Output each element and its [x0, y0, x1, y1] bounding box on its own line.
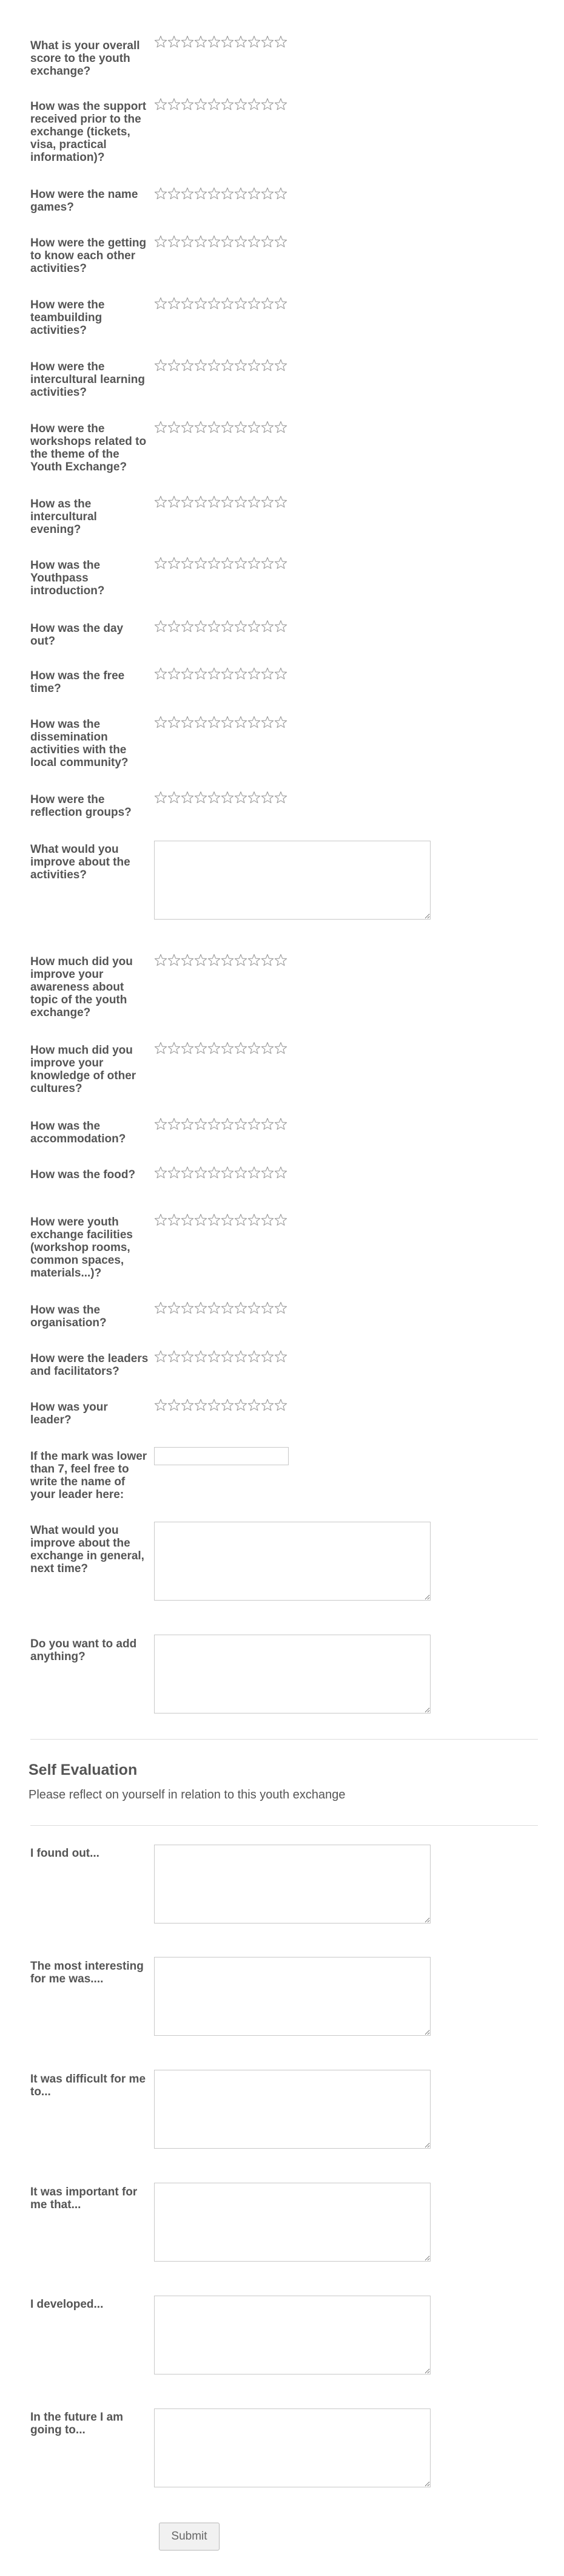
- star-icon[interactable]: [221, 791, 234, 804]
- star-icon[interactable]: [167, 557, 181, 570]
- star-icon[interactable]: [274, 1398, 287, 1412]
- add-anything-textarea[interactable]: [154, 1635, 431, 1713]
- star-icon[interactable]: [234, 1042, 247, 1055]
- star-icon[interactable]: [181, 1301, 194, 1315]
- star-icon[interactable]: [207, 557, 221, 570]
- star-icon[interactable]: [234, 557, 247, 570]
- rating-dissemination[interactable]: [154, 716, 287, 729]
- star-icon[interactable]: [274, 359, 287, 372]
- star-icon[interactable]: [221, 557, 234, 570]
- question-add-anything: Do you want to add anything?: [30, 1638, 137, 1663]
- star-icon[interactable]: [207, 1398, 221, 1412]
- star-icon[interactable]: [154, 716, 167, 729]
- star-icon[interactable]: [221, 1117, 234, 1131]
- star-icon[interactable]: [194, 954, 207, 967]
- star-icon[interactable]: [234, 667, 247, 680]
- rating-intercultural-evening[interactable]: [154, 495, 287, 509]
- star-icon[interactable]: [261, 1213, 274, 1227]
- star-icon[interactable]: [154, 495, 167, 509]
- star-icon[interactable]: [261, 297, 274, 310]
- star-icon[interactable]: [194, 495, 207, 509]
- star-icon[interactable]: [221, 495, 234, 509]
- rating-name-games[interactable]: [154, 187, 287, 200]
- star-icon[interactable]: [274, 187, 287, 200]
- question-getting-to-know: How were the getting to know each other activities?: [30, 237, 147, 275]
- difficult-textarea[interactable]: [154, 2070, 431, 2149]
- question-workshops-theme: How were the workshops related to the theme of the Youth Exchange?: [30, 422, 147, 473]
- star-icon[interactable]: [274, 421, 287, 434]
- future-textarea[interactable]: [154, 2408, 431, 2487]
- star-icon[interactable]: [207, 1166, 221, 1179]
- star-icon[interactable]: [247, 954, 261, 967]
- question-organisation: How was the organisation?: [30, 1304, 107, 1329]
- found-out-textarea[interactable]: [154, 1845, 431, 1924]
- star-icon[interactable]: [234, 1117, 247, 1131]
- star-icon[interactable]: [167, 421, 181, 434]
- star-icon[interactable]: [207, 98, 221, 111]
- star-icon[interactable]: [194, 359, 207, 372]
- rating-day-out[interactable]: [154, 620, 287, 633]
- star-icon[interactable]: [274, 35, 287, 49]
- star-icon[interactable]: [234, 716, 247, 729]
- star-icon[interactable]: [247, 421, 261, 434]
- question-name-games: How were the name games?: [30, 188, 138, 214]
- rating-getting-to-know[interactable]: [154, 235, 287, 248]
- star-icon[interactable]: [234, 1350, 247, 1363]
- question-free-time: How was the free time?: [30, 669, 125, 695]
- star-icon[interactable]: [207, 620, 221, 633]
- rating-awareness-topic[interactable]: [154, 954, 287, 967]
- rating-youthpass[interactable]: [154, 557, 287, 570]
- star-icon[interactable]: [207, 35, 221, 49]
- star-icon[interactable]: [167, 1166, 181, 1179]
- star-icon[interactable]: [221, 297, 234, 310]
- star-icon[interactable]: [274, 716, 287, 729]
- star-icon[interactable]: [181, 35, 194, 49]
- star-icon[interactable]: [181, 791, 194, 804]
- star-icon[interactable]: [181, 495, 194, 509]
- star-icon[interactable]: [194, 667, 207, 680]
- star-icon[interactable]: [181, 954, 194, 967]
- section-subtitle: Please reflect on yourself in relation to this youth exchange: [29, 1788, 346, 1802]
- star-icon[interactable]: [154, 235, 167, 248]
- question-overall-score: What is your overall score to the youth exchange?: [30, 39, 140, 78]
- star-icon[interactable]: [181, 98, 194, 111]
- star-icon[interactable]: [207, 1301, 221, 1315]
- star-icon[interactable]: [274, 98, 287, 111]
- star-icon[interactable]: [167, 1042, 181, 1055]
- star-icon[interactable]: [234, 359, 247, 372]
- star-icon[interactable]: [194, 1166, 207, 1179]
- star-icon[interactable]: [234, 1301, 247, 1315]
- important-textarea[interactable]: [154, 2183, 431, 2262]
- star-icon[interactable]: [181, 1350, 194, 1363]
- star-icon[interactable]: [207, 297, 221, 310]
- star-icon[interactable]: [247, 791, 261, 804]
- question-found-out: I found out...: [30, 1847, 99, 1860]
- improve-general-textarea[interactable]: [154, 1522, 431, 1601]
- star-icon[interactable]: [221, 359, 234, 372]
- star-icon[interactable]: [194, 1301, 207, 1315]
- star-icon[interactable]: [154, 1117, 167, 1131]
- star-icon[interactable]: [261, 359, 274, 372]
- star-icon[interactable]: [207, 1213, 221, 1227]
- star-icon[interactable]: [247, 1213, 261, 1227]
- star-icon[interactable]: [234, 421, 247, 434]
- question-teambuilding: How were the teambuilding activities?: [30, 299, 105, 337]
- question-future: In the future I am going to...: [30, 2411, 124, 2436]
- rating-teambuilding[interactable]: [154, 297, 287, 310]
- rating-reflection-groups[interactable]: [154, 791, 287, 804]
- star-icon[interactable]: [274, 235, 287, 248]
- star-icon[interactable]: [234, 98, 247, 111]
- star-icon[interactable]: [154, 1042, 167, 1055]
- question-reflection-groups: How were the reflection groups?: [30, 793, 132, 819]
- star-icon[interactable]: [261, 421, 274, 434]
- star-icon[interactable]: [207, 1350, 221, 1363]
- star-icon[interactable]: [207, 791, 221, 804]
- star-icon[interactable]: [274, 557, 287, 570]
- star-icon[interactable]: [221, 187, 234, 200]
- star-icon[interactable]: [207, 235, 221, 248]
- star-icon[interactable]: [194, 716, 207, 729]
- star-icon[interactable]: [221, 1166, 234, 1179]
- star-icon[interactable]: [247, 716, 261, 729]
- star-icon[interactable]: [154, 359, 167, 372]
- star-icon[interactable]: [274, 1042, 287, 1055]
- star-icon[interactable]: [221, 1042, 234, 1055]
- star-icon[interactable]: [221, 35, 234, 49]
- star-icon[interactable]: [167, 235, 181, 248]
- star-icon[interactable]: [221, 98, 234, 111]
- star-icon[interactable]: [234, 620, 247, 633]
- star-icon[interactable]: [194, 187, 207, 200]
- question-leader-name: If the mark was lower than 7, feel free to write the name of your leader here:: [30, 1450, 147, 1501]
- star-icon[interactable]: [234, 954, 247, 967]
- star-icon[interactable]: [221, 1213, 234, 1227]
- star-icon[interactable]: [181, 1398, 194, 1412]
- star-icon[interactable]: [247, 495, 261, 509]
- star-icon[interactable]: [194, 297, 207, 310]
- star-icon[interactable]: [154, 1213, 167, 1227]
- star-icon[interactable]: [247, 1301, 261, 1315]
- rating-leaders-facilitators[interactable]: [154, 1350, 287, 1363]
- star-icon[interactable]: [154, 1350, 167, 1363]
- star-icon[interactable]: [194, 35, 207, 49]
- star-icon[interactable]: [154, 1398, 167, 1412]
- star-icon[interactable]: [194, 1042, 207, 1055]
- star-icon[interactable]: [234, 187, 247, 200]
- rating-overall-score[interactable]: [154, 35, 287, 49]
- star-icon[interactable]: [221, 620, 234, 633]
- star-icon[interactable]: [274, 1213, 287, 1227]
- star-icon[interactable]: [167, 716, 181, 729]
- star-icon[interactable]: [274, 791, 287, 804]
- star-icon[interactable]: [167, 297, 181, 310]
- star-icon[interactable]: [154, 620, 167, 633]
- star-icon[interactable]: [261, 235, 274, 248]
- star-icon[interactable]: [247, 1042, 261, 1055]
- star-icon[interactable]: [261, 1398, 274, 1412]
- question-improve-activities: What would you improve about the activities?: [30, 843, 130, 881]
- star-icon[interactable]: [154, 667, 167, 680]
- star-icon[interactable]: [154, 791, 167, 804]
- rating-facilities[interactable]: [154, 1213, 287, 1227]
- star-icon[interactable]: [247, 359, 261, 372]
- question-most-interesting: The most interesting for me was....: [30, 1960, 144, 1985]
- star-icon[interactable]: [261, 620, 274, 633]
- star-icon[interactable]: [261, 1117, 274, 1131]
- star-icon[interactable]: [234, 1166, 247, 1179]
- question-improve-general: What would you improve about the exchange in general, next time?: [30, 1524, 144, 1575]
- star-icon[interactable]: [167, 1350, 181, 1363]
- star-icon[interactable]: [181, 235, 194, 248]
- star-icon[interactable]: [181, 1166, 194, 1179]
- star-icon[interactable]: [221, 716, 234, 729]
- rating-intercultural-learning[interactable]: [154, 359, 287, 372]
- star-icon[interactable]: [207, 1042, 221, 1055]
- question-food: How was the food?: [30, 1168, 136, 1181]
- leader-name-input[interactable]: [154, 1447, 289, 1465]
- star-icon[interactable]: [247, 667, 261, 680]
- star-icon[interactable]: [194, 1213, 207, 1227]
- star-icon[interactable]: [181, 187, 194, 200]
- star-icon[interactable]: [207, 495, 221, 509]
- star-icon[interactable]: [274, 1166, 287, 1179]
- star-icon[interactable]: [194, 791, 207, 804]
- star-icon[interactable]: [247, 1117, 261, 1131]
- star-icon[interactable]: [247, 557, 261, 570]
- star-icon[interactable]: [221, 1301, 234, 1315]
- star-icon[interactable]: [207, 1117, 221, 1131]
- star-icon[interactable]: [247, 98, 261, 111]
- star-icon[interactable]: [207, 716, 221, 729]
- section-title: Self Evaluation: [29, 1761, 138, 1778]
- star-icon[interactable]: [274, 954, 287, 967]
- section-divider: [30, 1825, 538, 1826]
- question-leaders-facilitators: How were the leaders and facilitators?: [30, 1352, 149, 1378]
- star-icon[interactable]: [221, 421, 234, 434]
- rating-organisation[interactable]: [154, 1301, 287, 1315]
- star-icon[interactable]: [194, 1117, 207, 1131]
- star-icon[interactable]: [181, 1213, 194, 1227]
- question-support-prior: How was the support received prior to the exchange (tickets, visa, practical information)?: [30, 100, 147, 164]
- section-divider: [30, 1739, 538, 1740]
- star-icon[interactable]: [207, 954, 221, 967]
- star-icon[interactable]: [154, 297, 167, 310]
- star-icon[interactable]: [207, 187, 221, 200]
- star-icon[interactable]: [194, 98, 207, 111]
- star-icon[interactable]: [247, 620, 261, 633]
- star-icon[interactable]: [261, 495, 274, 509]
- star-icon[interactable]: [207, 359, 221, 372]
- star-icon[interactable]: [167, 791, 181, 804]
- question-developed: I developed...: [30, 2298, 104, 2311]
- star-icon[interactable]: [181, 359, 194, 372]
- question-dissemination: How was the dissemination activities with the local community?: [30, 718, 129, 769]
- star-icon[interactable]: [221, 667, 234, 680]
- star-icon[interactable]: [194, 620, 207, 633]
- question-awareness-topic: How much did you improve your awareness about topic of the youth exchange?: [30, 955, 133, 1019]
- star-icon[interactable]: [194, 1398, 207, 1412]
- star-icon[interactable]: [261, 791, 274, 804]
- star-icon[interactable]: [207, 667, 221, 680]
- question-intercultural-evening: How as the intercultural evening?: [30, 498, 97, 536]
- star-icon[interactable]: [261, 1166, 274, 1179]
- star-icon[interactable]: [234, 297, 247, 310]
- star-icon[interactable]: [154, 1166, 167, 1179]
- star-icon[interactable]: [274, 495, 287, 509]
- question-facilities: How were youth exchange facilities (workshop rooms, common spaces, materials...)?: [30, 1216, 133, 1280]
- star-icon[interactable]: [167, 1117, 181, 1131]
- star-icon[interactable]: [274, 1301, 287, 1315]
- star-icon[interactable]: [261, 954, 274, 967]
- rating-accommodation[interactable]: [154, 1117, 287, 1131]
- star-icon[interactable]: [167, 1301, 181, 1315]
- rating-your-leader[interactable]: [154, 1398, 287, 1412]
- star-icon[interactable]: [181, 716, 194, 729]
- star-icon[interactable]: [247, 1350, 261, 1363]
- star-icon[interactable]: [194, 421, 207, 434]
- star-icon[interactable]: [274, 620, 287, 633]
- rating-free-time[interactable]: [154, 667, 287, 680]
- star-icon[interactable]: [234, 495, 247, 509]
- most-interesting-textarea[interactable]: [154, 1957, 431, 2036]
- star-icon[interactable]: [181, 297, 194, 310]
- rating-food[interactable]: [154, 1166, 287, 1179]
- star-icon[interactable]: [167, 187, 181, 200]
- star-icon[interactable]: [154, 1301, 167, 1315]
- star-icon[interactable]: [261, 1301, 274, 1315]
- question-difficult: It was difficult for me to...: [30, 2073, 146, 2098]
- rating-workshops-theme[interactable]: [154, 421, 287, 434]
- star-icon[interactable]: [167, 620, 181, 633]
- star-icon[interactable]: [207, 421, 221, 434]
- star-icon[interactable]: [247, 1398, 261, 1412]
- rating-support-prior[interactable]: [154, 98, 287, 111]
- star-icon[interactable]: [167, 954, 181, 967]
- star-icon[interactable]: [261, 716, 274, 729]
- developed-textarea[interactable]: [154, 2296, 431, 2374]
- star-icon[interactable]: [154, 557, 167, 570]
- star-icon[interactable]: [261, 557, 274, 570]
- star-icon[interactable]: [221, 954, 234, 967]
- question-day-out: How was the day out?: [30, 622, 124, 648]
- star-icon[interactable]: [247, 35, 261, 49]
- star-icon[interactable]: [167, 667, 181, 680]
- star-icon[interactable]: [261, 1042, 274, 1055]
- star-icon[interactable]: [194, 1350, 207, 1363]
- star-icon[interactable]: [181, 421, 194, 434]
- star-icon[interactable]: [181, 1117, 194, 1131]
- star-icon[interactable]: [274, 297, 287, 310]
- star-icon[interactable]: [154, 35, 167, 49]
- star-icon[interactable]: [181, 667, 194, 680]
- question-important: It was important for me that...: [30, 2186, 138, 2211]
- question-youthpass: How was the Youthpass introduction?: [30, 559, 105, 597]
- improve-activities-textarea[interactable]: [154, 841, 431, 920]
- star-icon[interactable]: [154, 98, 167, 111]
- star-icon[interactable]: [221, 1398, 234, 1412]
- star-icon[interactable]: [154, 954, 167, 967]
- star-icon[interactable]: [194, 557, 207, 570]
- star-icon[interactable]: [154, 421, 167, 434]
- star-icon[interactable]: [167, 1398, 181, 1412]
- star-icon[interactable]: [261, 1350, 274, 1363]
- star-icon[interactable]: [261, 187, 274, 200]
- question-your-leader: How was your leader?: [30, 1401, 108, 1426]
- star-icon[interactable]: [167, 359, 181, 372]
- rating-knowledge-cultures[interactable]: [154, 1042, 287, 1055]
- star-icon[interactable]: [154, 187, 167, 200]
- star-icon[interactable]: [221, 235, 234, 248]
- star-icon[interactable]: [261, 667, 274, 680]
- star-icon[interactable]: [261, 98, 274, 111]
- star-icon[interactable]: [261, 35, 274, 49]
- star-icon[interactable]: [167, 35, 181, 49]
- star-icon[interactable]: [221, 1350, 234, 1363]
- star-icon[interactable]: [167, 1213, 181, 1227]
- star-icon[interactable]: [194, 235, 207, 248]
- star-icon[interactable]: [234, 35, 247, 49]
- star-icon[interactable]: [247, 187, 261, 200]
- star-icon[interactable]: [181, 1042, 194, 1055]
- question-knowledge-cultures: How much did you improve your knowledge of other cultures?: [30, 1044, 136, 1095]
- star-icon[interactable]: [167, 98, 181, 111]
- submit-button[interactable]: Submit: [159, 2523, 220, 2551]
- star-icon[interactable]: [274, 1350, 287, 1363]
- question-intercultural-learning: How were the intercultural learning activities?: [30, 361, 145, 399]
- star-icon[interactable]: [274, 667, 287, 680]
- star-icon[interactable]: [247, 297, 261, 310]
- star-icon[interactable]: [247, 1166, 261, 1179]
- question-accommodation: How was the accommodation?: [30, 1120, 126, 1145]
- star-icon[interactable]: [234, 1398, 247, 1412]
- star-icon[interactable]: [247, 235, 261, 248]
- star-icon[interactable]: [167, 495, 181, 509]
- star-icon[interactable]: [274, 1117, 287, 1131]
- star-icon[interactable]: [234, 1213, 247, 1227]
- star-icon[interactable]: [181, 620, 194, 633]
- star-icon[interactable]: [234, 791, 247, 804]
- star-icon[interactable]: [234, 235, 247, 248]
- star-icon[interactable]: [181, 557, 194, 570]
